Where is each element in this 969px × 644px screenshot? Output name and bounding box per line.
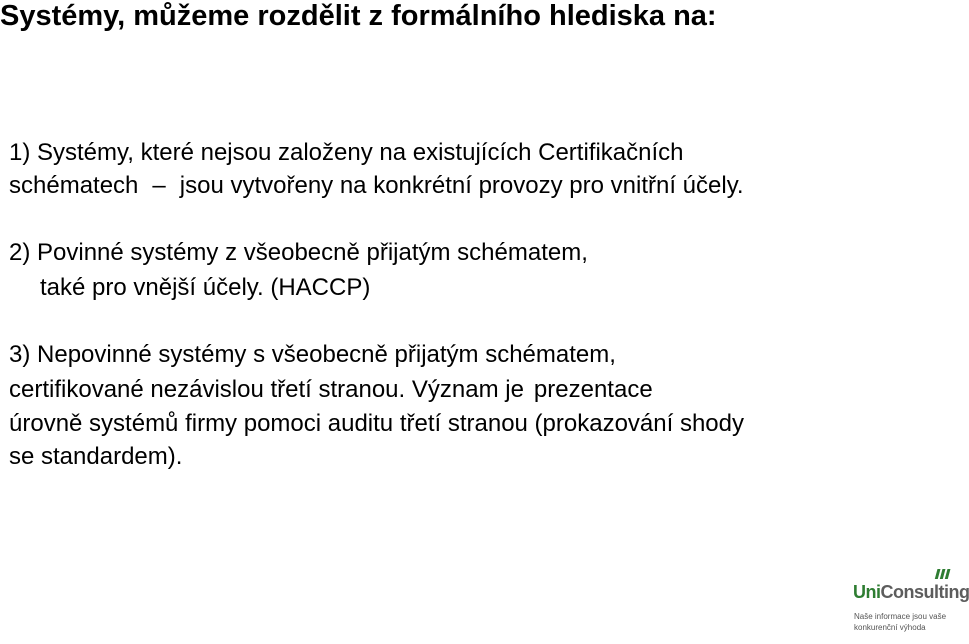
- logo-tagline-2: konkurenční výhoda: [854, 623, 926, 632]
- uniconsulting-logo: [844, 552, 969, 644]
- item1-line2-part1: schématech: [9, 172, 139, 199]
- item3-line2-part1: certifikované nezávislou třetí stranou. Význam je: [9, 376, 524, 403]
- logo-brand: [853, 582, 969, 603]
- item3-line3: úrovně systémů firmy pomoci auditu třetí stranou (prokazování shody: [9, 410, 744, 437]
- item1-line2: [9, 171, 744, 201]
- logo-tagline-1: Naše informace jsou vaše: [854, 612, 947, 621]
- item2-line2: také pro vnější účely. (HACCP): [40, 274, 371, 301]
- item1-line2-part2: jsou vytvořeny na konkrétní provozy pro vnitřní účely.: [179, 172, 744, 199]
- item2-line1: 2) Povinné systémy z všeobecně přijatým schématem,: [9, 239, 588, 266]
- logo-mark-icon: [937, 567, 951, 581]
- logo-brand-consulting: Consulting: [880, 582, 969, 602]
- item3-line2: [9, 375, 653, 405]
- item1-line1: 1) Systémy, které nejsou založeny na existujících Certifikačních: [9, 139, 684, 166]
- slide-title: Systémy, můžeme rozdělit z formálního hlediska na:: [0, 0, 717, 32]
- item3-line1: 3) Nepovinné systémy s všeobecně přijatým schématem,: [9, 341, 616, 368]
- item1-dash: –: [152, 172, 166, 199]
- item3-line2-part2: prezentace: [533, 376, 653, 403]
- item3-line4: se standardem).: [9, 443, 183, 470]
- logo-brand-uni: Uni: [853, 582, 881, 602]
